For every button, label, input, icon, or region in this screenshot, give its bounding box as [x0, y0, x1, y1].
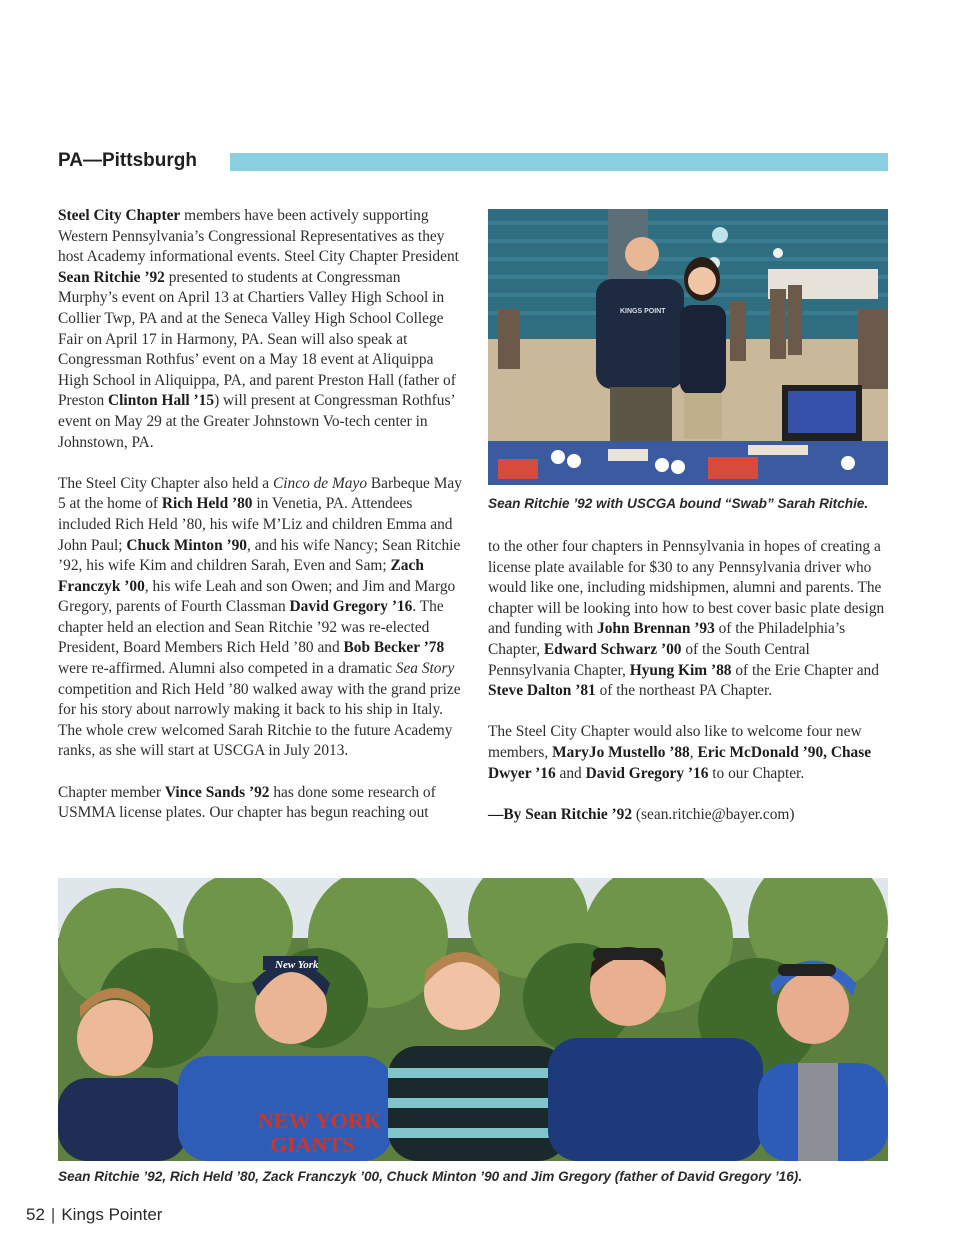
article-paragraph — [488, 722, 894, 784]
bold-name: Steel City Chapter — [58, 207, 181, 224]
cap-text: New York — [275, 959, 319, 971]
text-run: of the northeast PA Chapter. — [595, 682, 773, 700]
bold-name: Steve Dalton ’81 — [488, 682, 596, 700]
text-run: has done some research of USMMA license plates. Our chapter has begun reaching out — [58, 783, 436, 822]
bold-name: David Gregory ’16 — [289, 598, 413, 616]
section-title: PA—Pittsburgh — [58, 150, 197, 171]
bold-name: Chuck Minton ’90 — [126, 536, 247, 554]
text-run: and — [555, 764, 586, 782]
bold-name: Sean Ritchie ’92 — [58, 268, 165, 286]
bold-name: Clinton Hall ’15 — [108, 392, 215, 410]
text-run: members have been actively supporting Western Pennsylvania’s Congressional Representatives as they host Academy informational events. Steel City Chapter President — [58, 207, 459, 266]
group-photo-illustration — [58, 878, 888, 1161]
article-right-column — [488, 537, 894, 846]
text-run: (sean.ritchie@bayer.com) — [632, 805, 795, 823]
text-run: of the South Central Pennsylvania Chapter, — [488, 640, 810, 679]
text-run: , and his wife Nancy; Sean Ritchie ’92, his wife Kim and children Sarah, Even and Sam; — [58, 536, 461, 575]
italic-text: Sea Story — [395, 660, 455, 678]
bold-name: Rich Held ’80 — [161, 495, 253, 513]
page-footer — [26, 1205, 162, 1225]
text-run: to our Chapter. — [708, 764, 805, 782]
byline — [488, 805, 894, 826]
text-run: to the other four chapters in Pennsylvania in hopes of creating a license plate available for $30 to any Pennsylvania driver who would like one, including midshipmen, alumni and parents. The chapter will be looking into how to best cover basic plate design and funding with — [488, 538, 885, 638]
section-header-bar — [230, 153, 888, 171]
footer-separator: | — [50, 1205, 56, 1224]
photo-illustration — [488, 209, 888, 485]
article-paragraph — [58, 474, 464, 762]
bold-name: Edward Schwarz ’00 — [543, 640, 682, 658]
article-paragraph — [58, 783, 464, 824]
text-run: Chapter member — [58, 783, 165, 801]
bold-name: —By Sean Ritchie ’92 — [488, 805, 633, 823]
shirt-text-line-2: GIANTS — [270, 1132, 355, 1157]
shirt-text-line-1: NEW YORK — [258, 1108, 381, 1133]
page-number: 52 — [26, 1205, 45, 1224]
text-run: , — [689, 743, 698, 761]
photo-caption-bottom: Sean Ritchie ’92, Rich Held ’80, Zack Franczyk ’00, Chuck Minton ’90 and Jim Gregory (father of David Gregory ’16). — [58, 1169, 803, 1184]
text-run: ) will present at Congressman Rothfus’ event on May 29 at the Greater Johnstown Vo-tech center in Johnstown, PA. — [58, 392, 455, 451]
photo-caption-top: Sean Ritchie ’92 with USCGA bound “Swab” Sarah Ritchie. — [488, 496, 869, 511]
text-run: Barbeque May 5 at the home of — [58, 474, 462, 513]
article-left-column — [58, 206, 464, 844]
bold-name: Hyung Kim ’88 — [629, 661, 732, 679]
text-run: were re-affirmed. Alumni also competed in a dramatic — [58, 660, 396, 678]
article-paragraph — [488, 537, 894, 702]
text-run: The Steel City Chapter would also like to welcome four new members, — [488, 723, 862, 761]
bold-name: Eric McDonald ’90, Chase Dwyer ’16 — [488, 743, 872, 782]
bold-name: Bob Becker ’78 — [343, 639, 445, 657]
text-run: . The chapter held an election and Sean Ritchie ’92 was re-elected President, Board Members Rich Held ’80 and — [58, 598, 444, 657]
publication-name: Kings Pointer — [61, 1205, 163, 1224]
text-run: competition and Rich Held ’80 walked away with the grand prize for his story about narrowly making it back to his ship in Italy. The whole crew welcomed Sarah Ritchie to the future Academy ranks, as she will start at USCGA in July 2013. — [58, 680, 461, 760]
bold-name: Vince Sands ’92 — [164, 783, 270, 801]
text-run: presented to students at Congressman Murphy’s event on April 13 at Chartiers Valley High School in Collier Twp, PA and at the Seneca Valley High School College Fair on April 17 in Harmony, PA. Sean will also speak at Congressman Rothfus’ event on a May 18 event at Aliquippa High School in Aliquippa, PA, and parent Preston Hall (father of Preston — [58, 268, 456, 410]
bold-name: David Gregory ’16 — [585, 764, 709, 782]
article-paragraph — [58, 206, 464, 453]
text-run: The Steel City Chapter also held a — [58, 474, 273, 492]
bold-name: MaryJo Mustello ’88 — [552, 743, 690, 761]
text-run: of the Erie Chapter and — [731, 661, 879, 679]
text-run: , his wife Leah and son Owen; and Jim and Margo Gregory, parents of Fourth Classman — [58, 577, 456, 616]
text-run: in Venetia, PA. Attendees included Rich Held ’80, his wife M’Liz and children Emma and John Paul; — [58, 495, 453, 554]
text-run: of the Philadelphia’s Chapter, — [488, 620, 846, 658]
shirt-text: KINGS POINT — [620, 308, 666, 315]
bold-name: John Brennan ’93 — [597, 620, 715, 638]
italic-text: Cinco de Mayo — [273, 474, 368, 492]
photo-chapter-members-group — [58, 878, 888, 1161]
bold-name: Zach Franczyk ’00 — [58, 557, 424, 595]
photo-sean-and-sarah-ritchie — [488, 209, 888, 485]
